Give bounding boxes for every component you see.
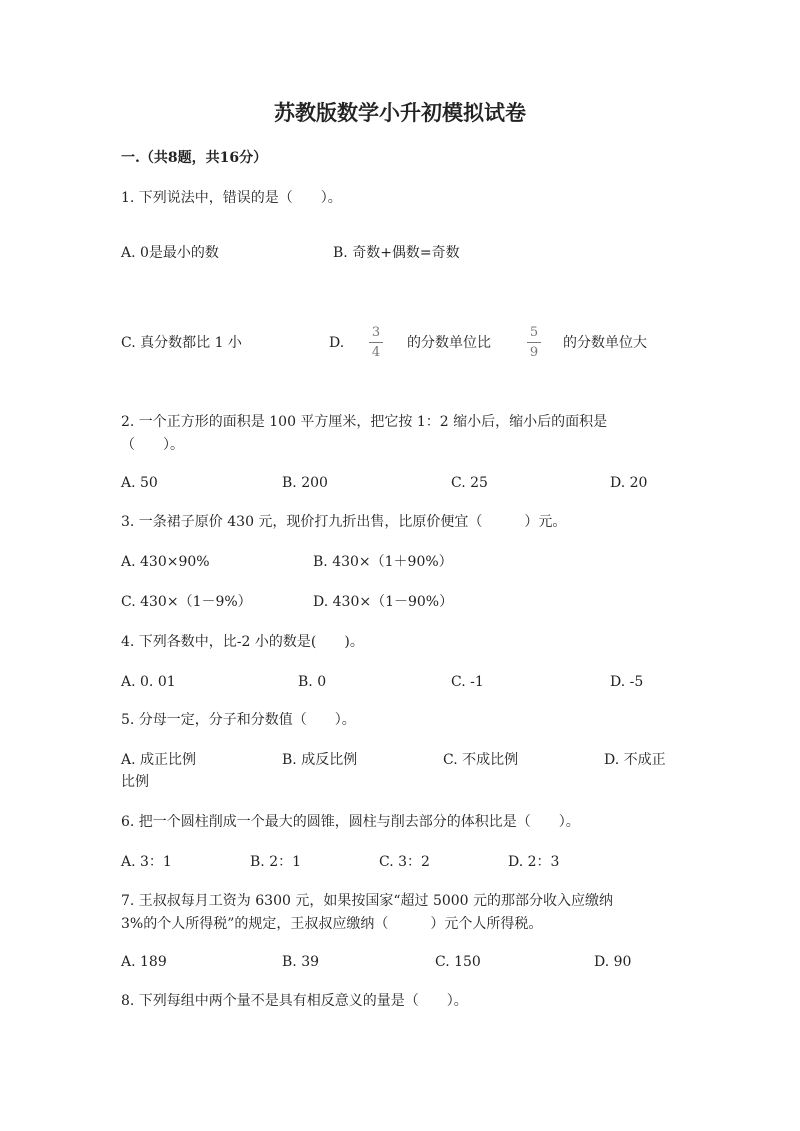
question-5-stem: 5. 分母一定，分子和分数值（ ）。 [121, 712, 356, 728]
q2-option-c: C. 25 [451, 475, 488, 491]
q1-option-d-prefix: D. [329, 335, 345, 351]
q1-option-c: C. 真分数都比 1 小 [121, 335, 242, 351]
fraction-three-quarters [366, 325, 386, 360]
q2-option-b: B. 200 [282, 475, 328, 491]
q5-option-b: B. 成反比例 [282, 752, 358, 768]
q6-option-b: B. 2：1 [250, 854, 302, 870]
question-2-stem-line1: 2. 一个正方形的面积是 100 平方厘米，把它按 1：2 缩小后，缩小后的面积是 [121, 414, 608, 430]
q3-option-b: B. 430×（1＋90%） [313, 554, 453, 570]
fraction-numerator: 3 [371, 325, 381, 340]
section-heading: 一.（共8题，共16分） [121, 150, 268, 166]
q4-option-c: C. -1 [451, 674, 484, 690]
q7-option-a: A. 189 [121, 954, 167, 970]
fraction-denominator: 9 [529, 345, 539, 360]
fraction-numerator: 5 [529, 325, 539, 340]
q5-option-a: A. 成正比例 [121, 752, 197, 768]
question-2-stem-line2: （ ）。 [121, 437, 184, 453]
fraction-bar [527, 342, 541, 343]
q6-option-d: D. 2：3 [508, 854, 560, 870]
q5-option-d: D. 不成正 [604, 752, 666, 768]
q4-option-a: A. 0. 01 [121, 674, 176, 690]
page-title: 苏教版数学小升初模拟试卷 [274, 100, 526, 125]
fraction-denominator: 4 [371, 345, 381, 360]
q6-option-c: C. 3：2 [379, 854, 430, 870]
q3-option-d: D. 430×（1－90%） [313, 594, 454, 610]
q1-option-b: B. 奇数+偶数=奇数 [333, 245, 460, 261]
fraction-five-ninths [524, 325, 544, 360]
q4-option-b: B. 0 [298, 674, 327, 690]
q7-option-d: D. 90 [594, 954, 632, 970]
question-3-stem: 3. 一条裙子原价 430 元，现价打九折出售，比原价便宜（ ）元。 [121, 514, 567, 530]
q3-option-a: A. 430×90% [121, 554, 210, 570]
q2-option-a: A. 50 [121, 475, 158, 491]
q5-option-c: C. 不成比例 [443, 752, 519, 768]
question-7-stem-line2: 3%的个人所得税”的规定，王叔叔应缴纳（ ）元个人所得税。 [121, 916, 543, 932]
q2-option-d: D. 20 [610, 475, 648, 491]
question-7-stem-line1: 7. 王叔叔每月工资为 6300 元，如果按国家“超过 5000 元的那部分收入应缴纳 [121, 893, 614, 909]
question-1-stem: 1. 下列说法中，错误的是（ ）。 [121, 190, 342, 206]
q7-option-b: B. 39 [282, 954, 320, 970]
q4-option-d: D. -5 [610, 674, 644, 690]
q5-option-d-wrap: 比例 [121, 774, 149, 790]
q3-option-c: C. 430×（1－9%） [121, 594, 252, 610]
q6-option-a: A. 3：1 [121, 854, 172, 870]
question-4-stem: 4. 下列各数中，比-2 小的数是( )。 [121, 634, 364, 650]
fraction-bar [369, 342, 383, 343]
q1-option-d-suffix: 的分数单位大 [563, 335, 647, 351]
question-8-stem: 8. 下列每组中两个量不是具有相反意义的量是（ ）。 [121, 993, 468, 1009]
q7-option-c: C. 150 [435, 954, 481, 970]
q1-option-a: A. 0是最小的数 [121, 245, 219, 261]
q1-option-d-middle: 的分数单位比 [407, 335, 491, 351]
question-6-stem: 6. 把一个圆柱削成一个最大的圆锥，圆柱与削去部分的体积比是（ ）。 [121, 814, 580, 830]
